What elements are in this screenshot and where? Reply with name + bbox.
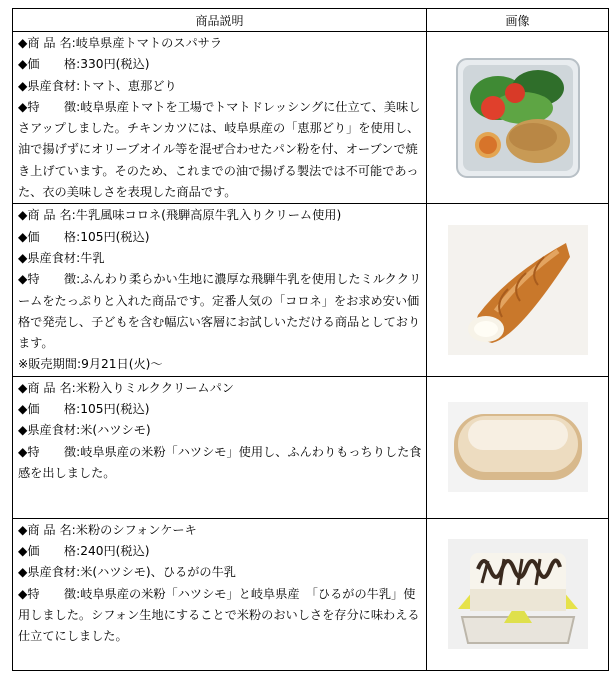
- product-row: [13, 518, 609, 670]
- product-row: [13, 32, 609, 204]
- product-name: ◆商 品 名:米粉のシフォンケーキ: [18, 522, 197, 537]
- product-price: ◆価 格:105円(税込): [18, 402, 150, 417]
- product-price: ◆価 格:240円(税込): [18, 544, 150, 559]
- product-description: [13, 376, 427, 518]
- product-ingredient: ◆県産食材:米(ハツシモ): [18, 423, 151, 438]
- product-image-cell: [427, 204, 609, 376]
- header-image: 画像: [427, 9, 609, 32]
- cornet-bread-image: [448, 225, 588, 355]
- product-ingredient: ◆県産食材:牛乳: [18, 250, 105, 265]
- header-description: 商品説明: [13, 9, 427, 32]
- product-description: [13, 32, 427, 204]
- product-image-cell: [427, 376, 609, 518]
- chiffon-cake-image: [448, 539, 588, 649]
- product-image-cell: [427, 32, 609, 204]
- product-name: ◆商 品 名:岐阜県産トマトのスパサラ: [18, 36, 223, 50]
- product-feature: ◆特 徴:岐阜県産の米粉「ハツシモ」使用し、ふんわりもっちりした食感を出しました。: [18, 444, 422, 480]
- product-description: [13, 204, 427, 376]
- product-feature: ◆特 徴:岐阜県産トマトを工場でトマトドレッシングに仕立て、美味しさアップしました。チキンカツには、岐阜県産の「恵那どり」を使用し、油で揚げずにオリーブオイル等を混ぜ合わせたパン粉を付、オーブンで焼き上げています。そのため、これまでの油で揚げる製法では不可能であった、衣の美味しさを表現した商品です。: [18, 99, 421, 200]
- product-feature: ◆特 徴:岐阜県産の米粉「ハツシモ」と岐阜県産 「ひるがの牛乳」使用しました。シフォン生地にすることで米粉のおいしさを存分に味わえる仕立てにしました。: [18, 586, 420, 644]
- product-price: ◆価 格:330円(税込): [18, 57, 150, 72]
- product-row: [13, 204, 609, 376]
- product-ingredient: ◆県産食材:米(ハツシモ)、ひるがの牛乳: [18, 565, 236, 580]
- cream-bread-image: [448, 402, 588, 492]
- product-price: ◆価 格:105円(税込): [18, 229, 150, 244]
- product-ingredient: ◆県産食材:トマト、恵那どり: [18, 78, 177, 93]
- product-description: [13, 518, 427, 670]
- product-name: ◆商 品 名:米粉入りミルククリームパン: [18, 380, 234, 395]
- product-table: [12, 8, 609, 671]
- product-row: [13, 376, 609, 518]
- product-feature: ◆特 徴:ふんわり柔らかい生地に濃厚な飛騨牛乳を使用したミルククリームをたっぷりと入れた商品です。定番人気の「コロネ」をお求め安い価格で発売し、子どもを含む幅広い客層にお試しいただける商品としております。: [18, 272, 422, 351]
- header-row: [13, 9, 609, 32]
- product-note: ※販売期間:9月21日(火)～: [18, 357, 163, 372]
- product-name: ◆商 品 名:牛乳風味コロネ(飛騨高原牛乳入りクリーム使用): [18, 208, 342, 223]
- product-image-cell: [427, 518, 609, 670]
- salad-image: [453, 53, 583, 183]
